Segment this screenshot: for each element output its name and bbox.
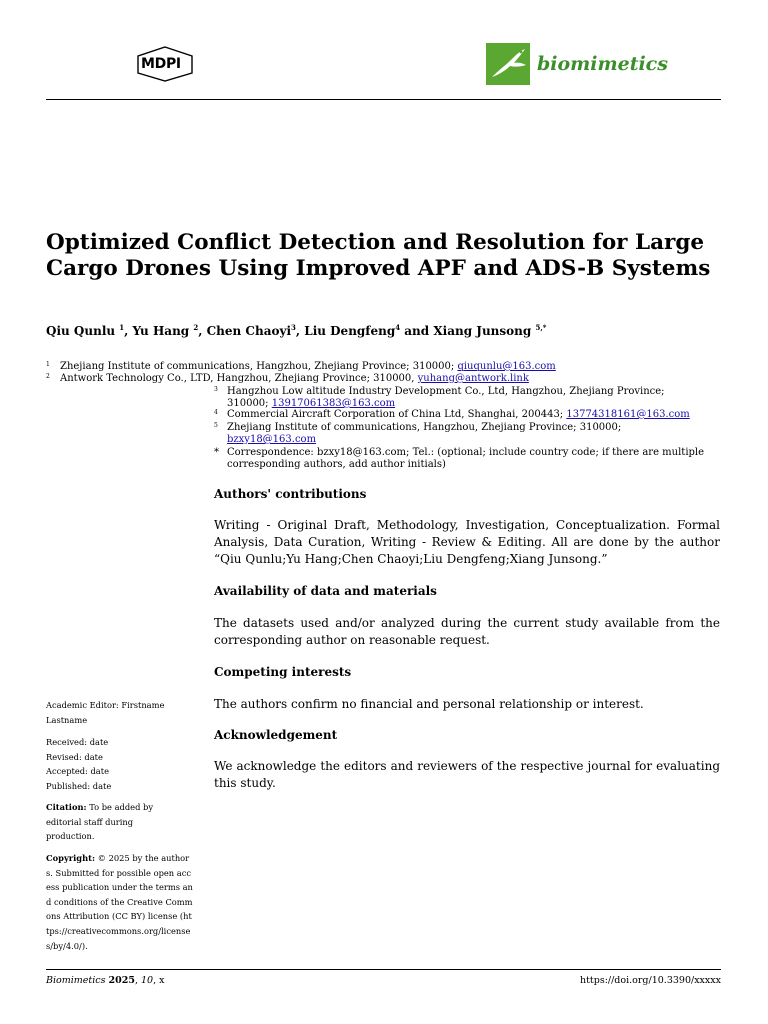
footer-article: x [159,975,165,986]
academic-editor: Academic Editor: Firstname Lastname [46,700,165,725]
published-date: Published: date [46,781,112,791]
journal-bird-logo-icon [486,43,530,85]
author-name: Xiang Junsong [433,324,532,338]
author-affil-num: 5,* [535,323,547,332]
section-heading-competing-interests: Competing interests [214,665,352,679]
author-affil-num: 3 [291,323,296,332]
footer-citation: Biomimetics 2025, 10, x [46,975,165,986]
author-name: Qiu Qunlu [46,324,116,338]
citation-note: Citation: To be added by editorial staff during production. [46,802,154,842]
header-divider [46,99,721,100]
accepted-date: Accepted: date [46,766,109,776]
author-affil-num: 1 [119,323,125,332]
email-link[interactable]: 13774318161@163.com [566,409,690,420]
email-link[interactable]: 13917061383@163.com [271,398,396,409]
paper-title: Optimized Conflict Detection and Resolution for Large Cargo Drones Using Improved APF and ADS-B Systems [46,230,711,281]
section-body-contributions: Writing - Original Draft, Methodology, Investigation, Conceptualization. Formal Analysis, Data Curation, Writing - Review & Editing. All are done by the author “Qiu Qunlu;Yu Hang;Chen Chaoyi;Liu Dengfeng;Xiang Junsong.” [214,518,720,566]
footer-journal: Biomimetics [46,975,106,986]
footer-year: 2025 [108,975,135,986]
author-list: Qiu Qunlu $^1$, Yu Hang $^2$, Chen Chaoyi$^3$, Liu Dengfeng$^4$ and Xiang Junsong $^{5,*}$ [46,323,547,338]
affiliation-3: 3 Hangzhou Low altitude Industry Development Co., Ltd, Hangzhou, Zhejiang Province; 310000; 13917061383@163.com [214,386,665,409]
author-affil-num: 2 [193,323,199,332]
received-date: Received: date [46,737,109,747]
journal-name: biomimetics [537,53,668,75]
email-link[interactable]: yuhang@antwork.link [417,373,529,384]
footer-doi[interactable]: https://doi.org/10.3390/xxxxx [580,975,721,986]
footer-volume: 10 [141,975,154,986]
mdpi-logo [136,46,194,82]
author-name: Liu Dengfeng [304,324,396,338]
correspondence-note: * Correspondence: bzxy18@163.com; Tel.: (optional; include country code; if there are multiple corresponding authors, add author initials) [214,447,705,470]
email-link[interactable]: qiuqunlu@163.com [457,361,556,372]
section-heading-contributions: Authors' contributions [214,487,367,501]
author-affil-num: 4 [395,323,401,332]
author-name: Yu Hang [132,324,190,338]
footer-divider [46,969,721,970]
section-heading-acknowledgement: Acknowledgement [214,728,338,742]
copyright-note: Copyright: © 2025 by the authors. Submitted for possible open access publication under the terms and conditions of the Creative Commons Attribution (CC BY) license (https://creativecommons.org/licenses/by/4.0/). [46,853,193,951]
email-link[interactable]: bzxy18@163.com [227,434,317,445]
section-body-acknowledgement: We acknowledge the editors and reviewers of the respective journal for evaluating this study. [214,759,720,790]
affiliation-5: 5 Zhejiang Institute of communications, Hangzhou, Zhejiang Province; 310000; bzxy18@163.com [214,422,622,445]
author-name: Chen Chaoyi [206,324,292,338]
section-body-competing-interests: The authors confirm no financial and personal relationship or interest. [214,697,644,711]
mdpi-logo-text: MDPI [141,56,181,72]
revised-date: Revised: date [46,752,103,762]
section-body-data-availability: The datasets used and/or analyzed during the current study available from the corresponding author on reasonable request. [214,616,720,647]
section-heading-data-availability: Availability of data and materials [214,584,437,598]
